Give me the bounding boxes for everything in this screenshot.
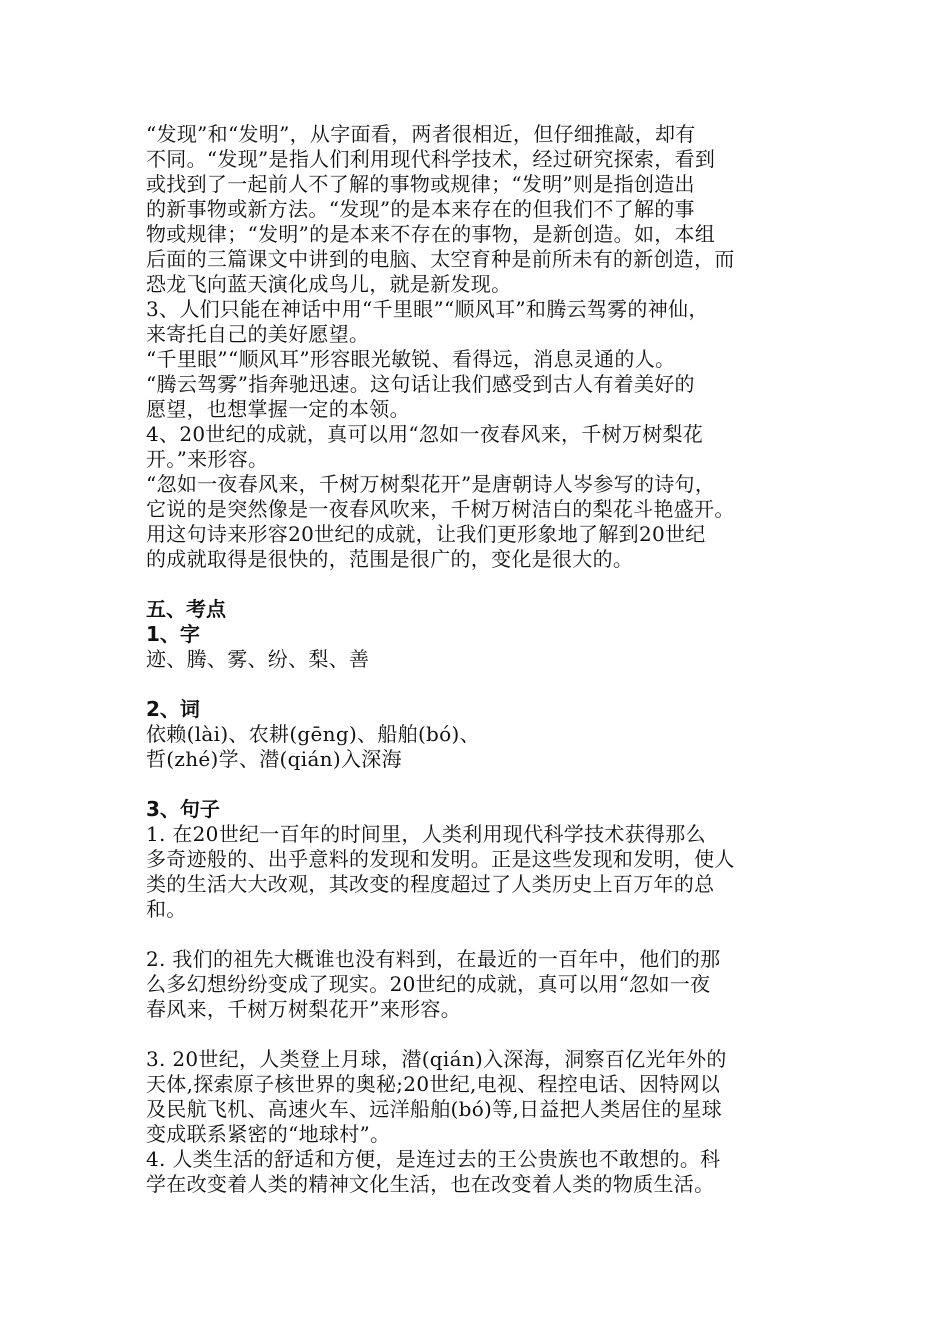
spacer [146, 572, 826, 597]
document-page [146, 122, 826, 1197]
words-title: 2、词 [146, 697, 200, 721]
sentence-line: 和。 [146, 897, 187, 921]
chars-title: 1、字 [146, 622, 200, 646]
point-4-answer: 它说的是突然像是一夜春风吹来，千树万树洁白的梨花斗艳盛开。 [146, 497, 735, 521]
text-line: 或找到了一起前人不了解的事物或规律；“发明”则是指创造出 [146, 172, 695, 196]
sentence-4 [146, 1147, 826, 1197]
text-line: 后面的三篇课文中讲到的电脑、太空育种是前所未有的新创造，而 [146, 247, 735, 271]
sentence-line: 及民航飞机、高速火车、远洋船舶(bó)等,日益把人类居住的星球 [146, 1097, 723, 1121]
sentence-line: 3. 20世纪，人类登上月球，潜(qián)入深海，洞察百亿光年外的 [146, 1047, 727, 1071]
chars-content: 迹、腾、雾、纷、梨、善 [146, 647, 370, 671]
point-3-question: 来寄托自己的美好愿望。 [146, 322, 370, 346]
spacer [146, 922, 826, 947]
sentence-1 [146, 822, 826, 922]
sentence-line: 春风来，千树万树梨花开”来形容。 [146, 997, 462, 1021]
words-line: 哲(zhé)学、潜(qián)入深海 [146, 747, 402, 771]
spacer [146, 1022, 826, 1047]
point-3-answer: 愿望，也想掌握一定的本领。 [146, 397, 410, 421]
point-4-answer: “忽如一夜春风来，千树万树梨花开”是唐朝诗人岑参写的诗句， [146, 472, 716, 496]
sentence-line: 变成联系紧密的“地球村”。 [146, 1122, 391, 1146]
point-3-answer: “千里眼”“顺风耳”形容眼光敏锐、看得远，消息灵通的人。 [146, 347, 676, 371]
sentence-line: 4. 人类生活的舒适和方便，是连过去的王公贵族也不敢想的。科 [146, 1147, 721, 1171]
sentence-line: 多奇迹般的、出乎意料的发现和发明。正是这些发现和发明，使人 [146, 847, 735, 871]
text-line: 的新事物或新方法。“发现”的是本来存在的但我们不了解的事 [146, 197, 695, 221]
intro-paragraph [146, 122, 826, 297]
section-5-title: 五、考点 [146, 597, 226, 621]
sentence-line: 1. 在20世纪一百年的时间里，人类利用现代科学技术获得那么 [146, 822, 706, 846]
section-5 [146, 597, 826, 1197]
point-3 [146, 297, 826, 422]
sentences-title: 3、句子 [146, 797, 220, 821]
sentence-line: 类的生活大大改观，其改变的程度超过了人类历史上百万年的总 [146, 872, 715, 896]
point-3-question: 3、人们只能在神话中用“千里眼”“顺风耳”和腾云驾雾的神仙， [146, 297, 709, 321]
point-4-question: 4、20世纪的成就，真可以用“忽如一夜春风来，千树万树梨花 [146, 422, 704, 446]
text-line: “发现”和“发明”，从字面看，两者很相近，但仔细推敲，却有 [146, 122, 696, 146]
sentence-line: 么多幻想纷纷变成了现实。20世纪的成就，真可以用“忽如一夜 [146, 972, 711, 996]
sentence-line: 天体,探索原子核世界的奥秘;20世纪,电视、程控电话、因特网以 [146, 1072, 721, 1096]
sentence-2 [146, 947, 826, 1022]
sentence-3 [146, 1047, 826, 1147]
point-4-answer: 用这句诗来形容20世纪的成就，让我们更形象地了解到20世纪 [146, 522, 706, 546]
point-4-question: 开。”来形容。 [146, 447, 269, 471]
point-3-answer: “腾云驾雾”指奔驰迅速。这句话让我们感受到古人有着美好的 [146, 372, 695, 396]
spacer [146, 772, 826, 797]
text-line: 恐龙飞向蓝天演化成鸟儿，就是新发现。 [146, 272, 512, 296]
text-line: 不同。“发现”是指人们利用现代科学技术，经过研究探索，看到 [146, 147, 716, 171]
spacer [146, 672, 826, 697]
point-4-answer: 的成就取得是很快的，范围是很广的，变化是很大的。 [146, 547, 634, 571]
point-4 [146, 422, 826, 572]
words-line: 依赖(lài)、农耕(gēng)、船舶(bó)、 [146, 722, 480, 746]
text-line: 物或规律；“发明”的是本来不存在的事物，是新创造。如，本组 [146, 222, 716, 246]
sentence-line: 2. 我们的祖先大概谁也没有料到，在最近的一百年中，他们的那 [146, 947, 721, 971]
sentence-line: 学在改变着人类的精神文化生活，也在改变着人类的物质生活。 [146, 1172, 715, 1196]
